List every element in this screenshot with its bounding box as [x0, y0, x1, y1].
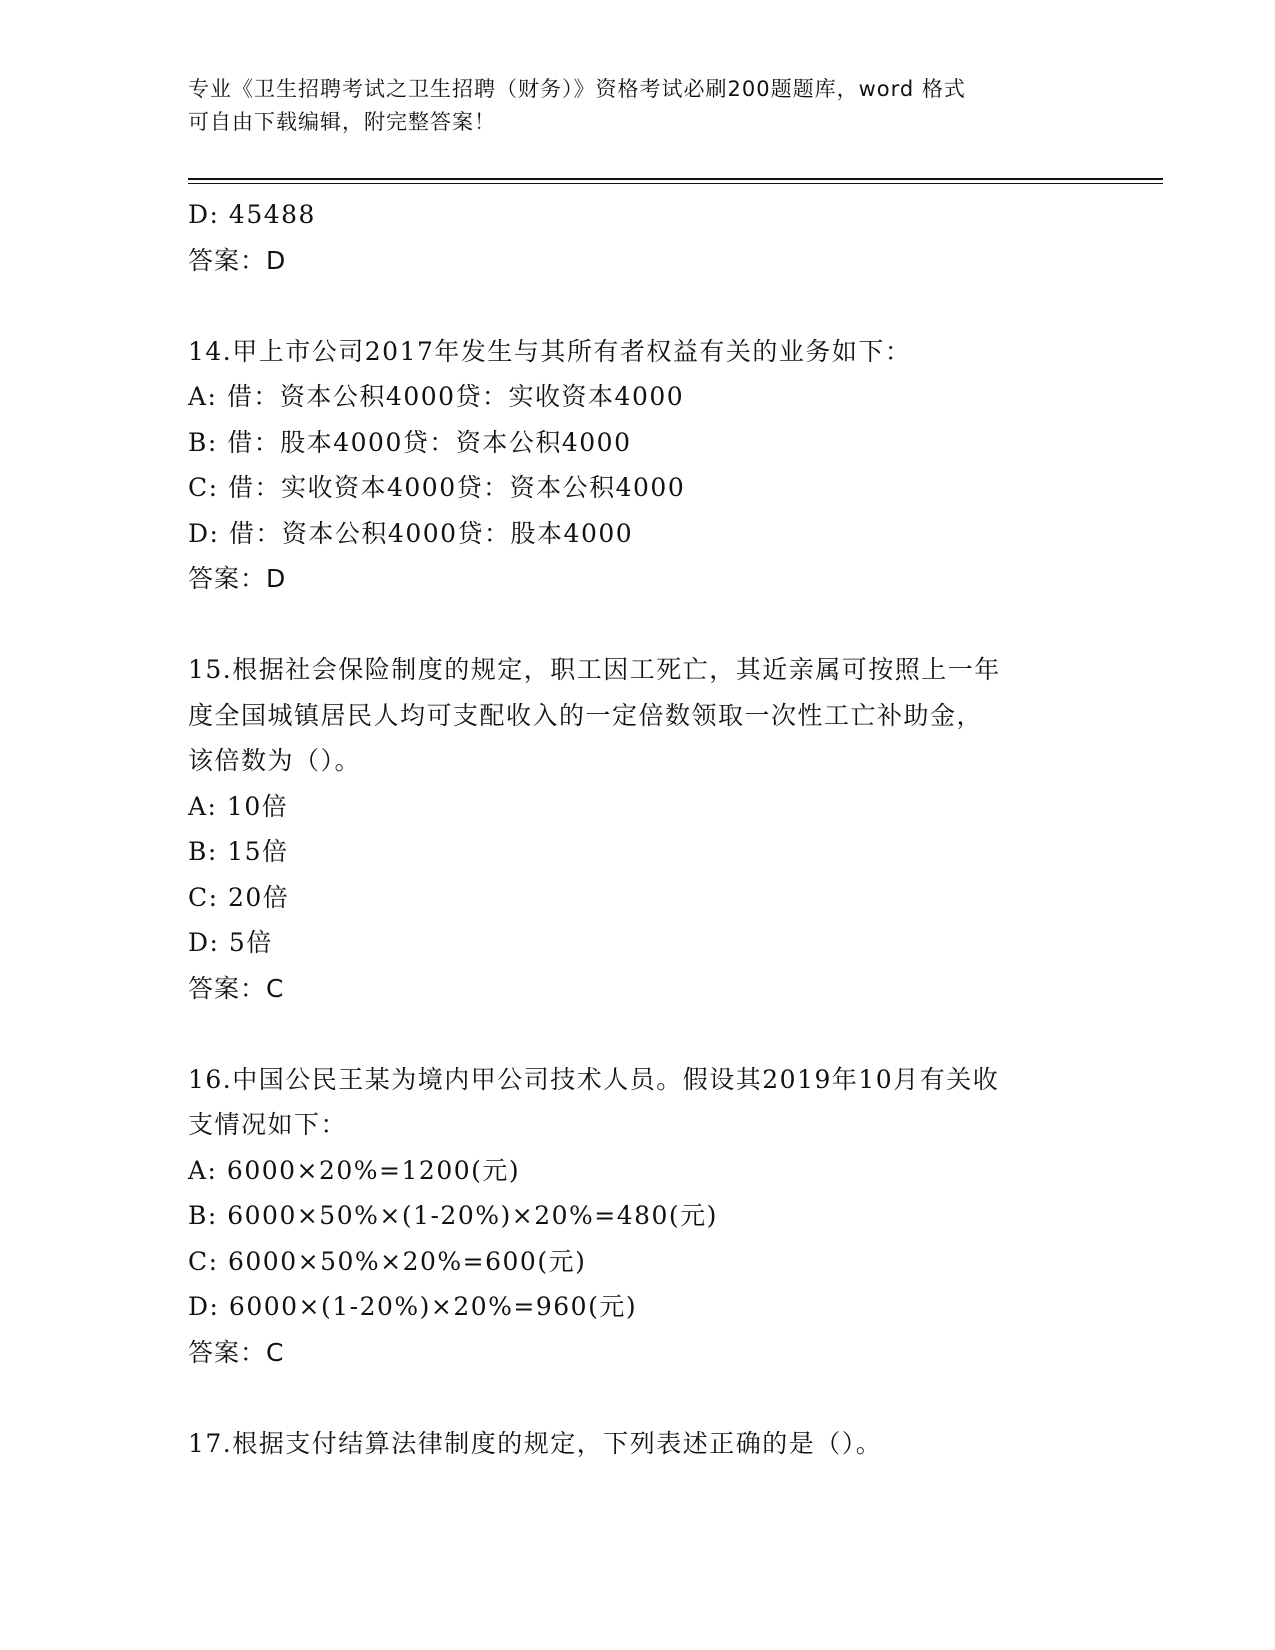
- header-line-2: 可自由下载编辑，附完整答案！: [188, 110, 496, 134]
- question-text: 14.甲上市公司2017年发生与其所有者权益有关的业务如下：: [188, 336, 912, 366]
- question-text: 16.中国公民王某为境内甲公司技术人员。假设其2019年10月有关收: [188, 1064, 1000, 1094]
- header-rule-thin: [188, 183, 1163, 184]
- spacer: [188, 1011, 1088, 1057]
- question-text: 该倍数为（）。: [188, 746, 362, 775]
- answer: 答案：C: [188, 973, 285, 1003]
- question-17: [188, 1421, 1088, 1467]
- option-c: C: 20倍: [188, 882, 290, 912]
- option-c: C: 借：实收资本4000贷：资本公积4000: [188, 473, 686, 502]
- option-d: D: 6000×(1-20%)×20%=960(元): [188, 1292, 638, 1321]
- option-a: A: 10倍: [188, 791, 289, 821]
- question-content: [188, 192, 1088, 1466]
- option-d: D: 45488: [188, 200, 316, 229]
- document-header: [188, 73, 1088, 139]
- answer: 答案：D: [188, 245, 287, 275]
- option-a: A: 借：资本公积4000贷：实收资本4000: [188, 382, 685, 411]
- option-a: A: 6000×20%=1200(元): [188, 1155, 521, 1185]
- option-d: D: 借：资本公积4000贷：股本4000: [188, 518, 634, 548]
- spacer: [188, 1375, 1088, 1421]
- question-15: [188, 647, 1088, 1011]
- option-b: B: 6000×50%×(1-20%)×20%=480(元): [188, 1201, 718, 1230]
- header-line-1: 专业《卫生招聘考试之卫生招聘（财务）》资格考试必刷200题题库，word 格式: [188, 77, 966, 101]
- answer: 答案：C: [188, 1337, 285, 1367]
- answer: 答案：D: [188, 564, 287, 593]
- question-text: 15.根据社会保险制度的规定，职工因工死亡，其近亲属可按照上一年: [188, 655, 1001, 684]
- question-14: [188, 329, 1088, 602]
- header-rule-thick: [188, 178, 1163, 180]
- spacer: [188, 602, 1088, 648]
- option-d: D: 5倍: [188, 928, 273, 957]
- option-b: B: 借：股本4000贷：资本公积4000: [188, 427, 632, 457]
- question-text: 度全国城镇居民人均可支配收入的一定倍数领取一次性工亡补助金，: [188, 700, 984, 730]
- option-b: B: 15倍: [188, 837, 289, 866]
- question-16: [188, 1057, 1088, 1376]
- spacer: [188, 283, 1088, 329]
- question-text: 17.根据支付结算法律制度的规定，下列表述正确的是（）。: [188, 1428, 883, 1458]
- question-text: 支情况如下：: [188, 1110, 348, 1139]
- option-c: C: 6000×50%×20%=600(元): [188, 1246, 587, 1276]
